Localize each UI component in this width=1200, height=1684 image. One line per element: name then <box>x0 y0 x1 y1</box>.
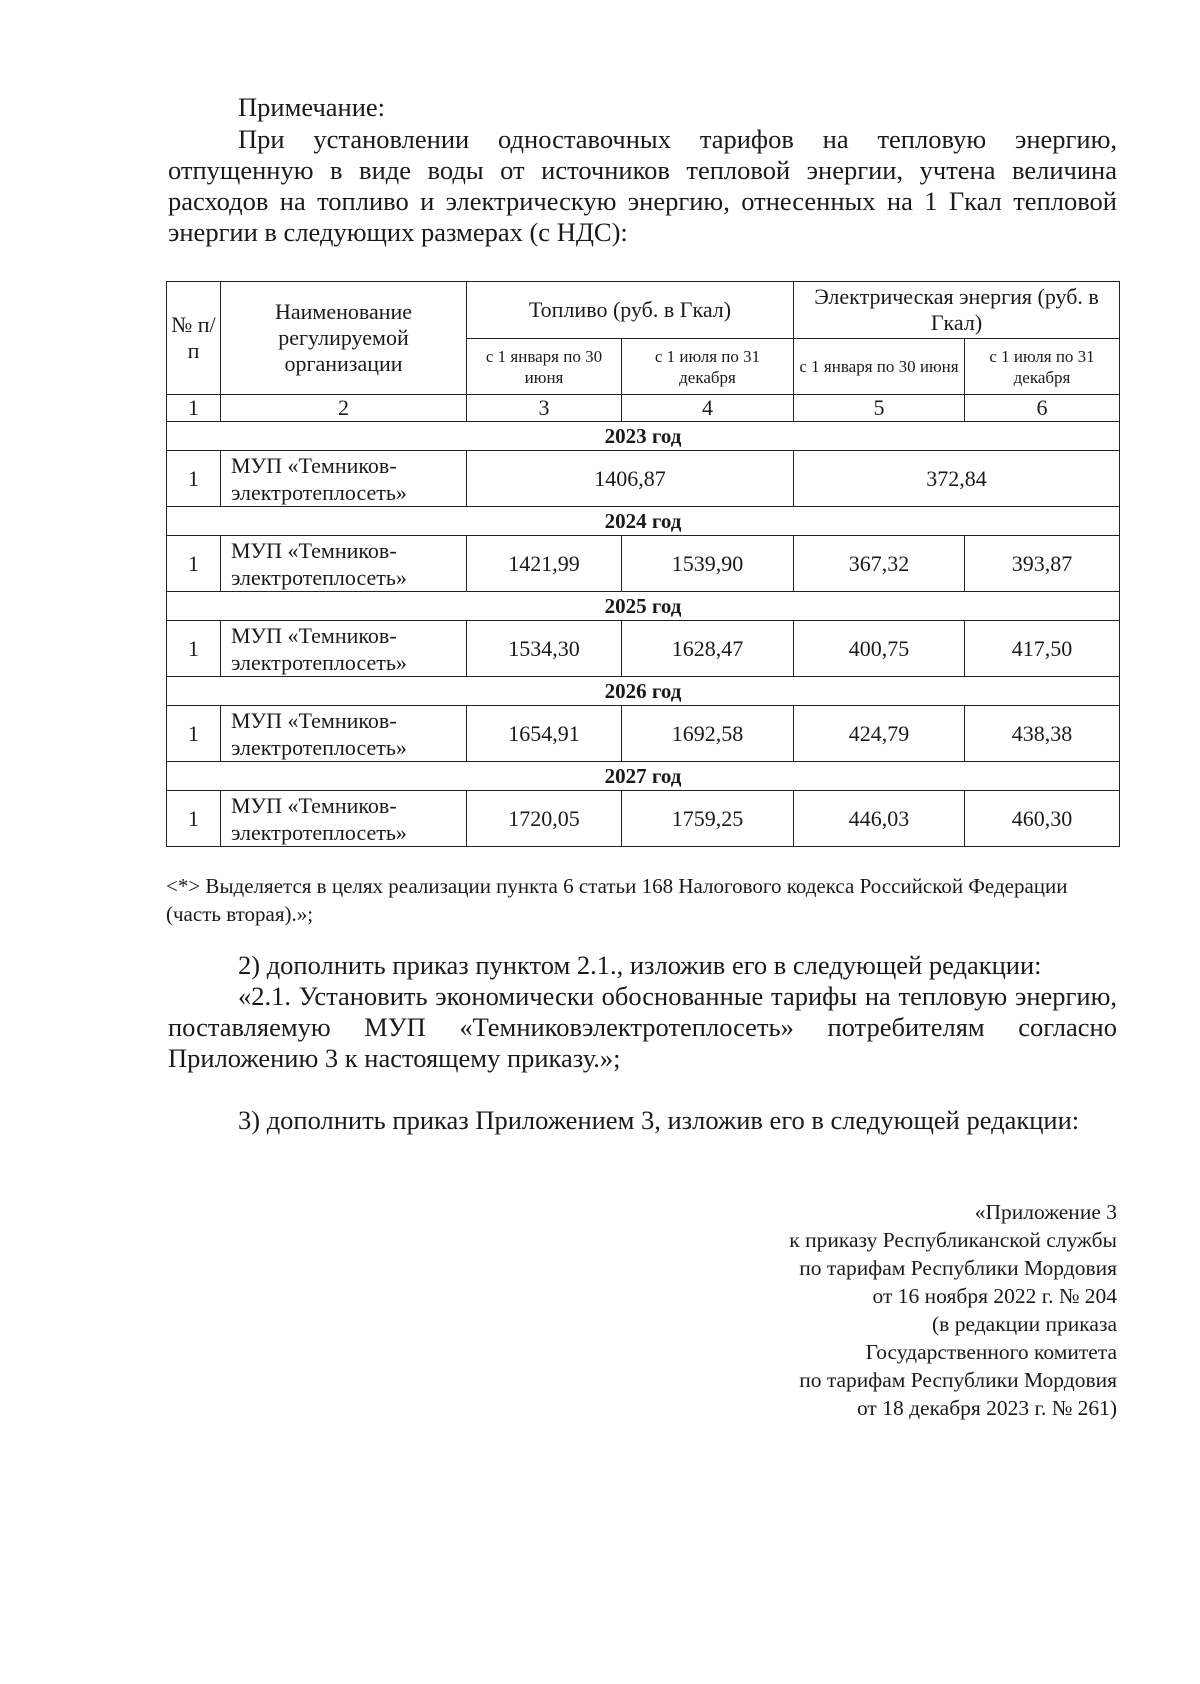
appendix-line: от 18 декабря 2023 г. № 261) <box>856 1396 1117 1420</box>
electricity-value-h2: 417,50 <box>965 621 1120 677</box>
electricity-value-h1: 424,79 <box>794 706 965 762</box>
intro-paragraph <box>168 124 1117 248</box>
appendix-line: «Приложение 3 <box>974 1200 1117 1224</box>
appendix-line: от 16 ноября 2022 г. № 204 <box>872 1284 1117 1308</box>
appendix-line: по тарифам Республики Мордовия <box>799 1256 1117 1280</box>
item-2 <box>168 950 1117 1074</box>
header-name: Наименование регулируемой организации <box>221 282 467 395</box>
row-org: МУП «Темников-электротеплосеть» <box>221 706 467 762</box>
appendix-header <box>789 1198 1117 1422</box>
electricity-value-h1: 367,32 <box>794 536 965 592</box>
electricity-value-h2: 438,38 <box>965 706 1120 762</box>
row-org: МУП «Темников-электротеплосеть» <box>221 536 467 592</box>
header-period-2: с 1 июля по 31 декабря <box>622 339 794 395</box>
item-2-line-1: 2) дополнить приказ пунктом 2.1., изложив его в следующей редакции: <box>238 950 1042 980</box>
note-title: Примечание: <box>238 92 386 122</box>
fuel-value-h1: 1534,30 <box>467 621 622 677</box>
table-row <box>167 706 1120 762</box>
electricity-value-h1: 446,03 <box>794 791 965 847</box>
table-row <box>167 536 1120 592</box>
tariff-table <box>166 281 1120 847</box>
col-number: 5 <box>794 395 965 422</box>
header-period-3: с 1 января по 30 июня <box>794 339 965 395</box>
row-org: МУП «Темников-электротеплосеть» <box>221 451 467 507</box>
table-row <box>167 791 1120 847</box>
fuel-value-h2: 1539,90 <box>622 536 794 592</box>
appendix-line: по тарифам Республики Мордовия <box>799 1368 1117 1392</box>
item-2-line-2: «2.1. Установить экономически обоснованные тарифы на тепловую энергию, поставляемую МУП «Темниковэлектротеплосеть» потребителям согласно Приложению 3 к настоящему приказу.»; <box>168 981 1117 1073</box>
col-number: 1 <box>167 395 221 422</box>
row-num: 1 <box>167 536 221 592</box>
year-header: 2025 год <box>167 592 1120 621</box>
col-number: 6 <box>965 395 1120 422</box>
item-3-text: 3) дополнить приказ Приложением 3, изложив его в следующей редакции: <box>238 1105 1080 1135</box>
appendix-line: к приказу Республиканской службы <box>789 1228 1117 1252</box>
footnote: <*> Выделяется в целях реализации пункта 6 статьи 168 Налогового кодекса Российской Федерации (часть вторая).»; <box>166 874 1068 926</box>
fuel-value-h1: 1421,99 <box>467 536 622 592</box>
header-period-4: с 1 июля по 31 декабря <box>965 339 1120 395</box>
fuel-value-h1: 1720,05 <box>467 791 622 847</box>
intro-text: При установлении одноставочных тарифов на тепловую энергию, отпущенную в виде воды от источников тепловой энергии, учтена величина расходов на топливо и электрическую энергию, отнесенных на 1 Гкал тепловой энергии в следующих размерах (с НДС): <box>168 124 1117 247</box>
row-num: 1 <box>167 791 221 847</box>
header-num: № п/п <box>167 282 221 395</box>
header-fuel: Топливо (руб. в Гкал) <box>467 282 794 339</box>
table-row <box>167 621 1120 677</box>
row-num: 1 <box>167 621 221 677</box>
header-electricity: Электрическая энергия (руб. в Гкал) <box>794 282 1120 339</box>
electricity-value-h2: 393,87 <box>965 536 1120 592</box>
table-row <box>167 451 1120 507</box>
item-3 <box>168 1105 1117 1136</box>
appendix-line: (в редакции приказа <box>932 1312 1117 1336</box>
electricity-value: 372,84 <box>794 451 1120 507</box>
col-number: 2 <box>221 395 467 422</box>
row-num: 1 <box>167 451 221 507</box>
fuel-value-h2: 1692,58 <box>622 706 794 762</box>
year-header: 2027 год <box>167 762 1120 791</box>
electricity-value-h2: 460,30 <box>965 791 1120 847</box>
year-header: 2026 год <box>167 677 1120 706</box>
col-number: 4 <box>622 395 794 422</box>
fuel-value-h1: 1654,91 <box>467 706 622 762</box>
header-period-1: с 1 января по 30 июня <box>467 339 622 395</box>
fuel-value: 1406,87 <box>467 451 794 507</box>
fuel-value-h2: 1759,25 <box>622 791 794 847</box>
row-org: МУП «Темников-электротеплосеть» <box>221 791 467 847</box>
row-org: МУП «Темников-электротеплосеть» <box>221 621 467 677</box>
fuel-value-h2: 1628,47 <box>622 621 794 677</box>
appendix-line: Государственного комитета <box>865 1340 1117 1364</box>
col-number: 3 <box>467 395 622 422</box>
year-header: 2024 год <box>167 507 1120 536</box>
year-header: 2023 год <box>167 422 1120 451</box>
electricity-value-h1: 400,75 <box>794 621 965 677</box>
row-num: 1 <box>167 706 221 762</box>
